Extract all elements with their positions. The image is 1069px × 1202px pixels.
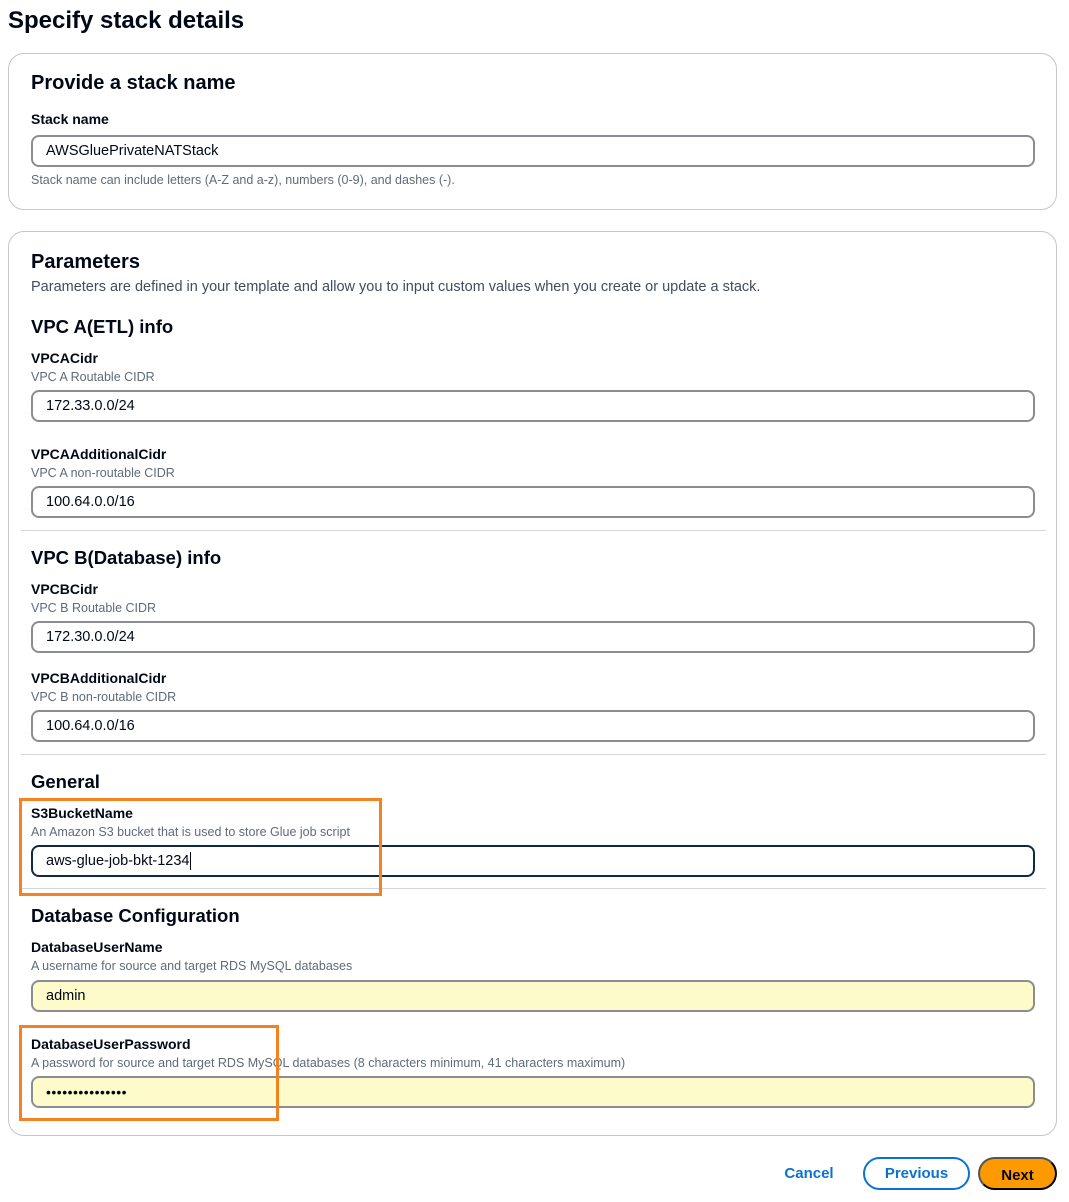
stack-name-panel-title: Provide a stack name <box>31 72 236 94</box>
db-username-label: DatabaseUserName <box>31 939 163 955</box>
s3-bucket-value: aws-glue-job-bkt-1234 <box>46 853 190 869</box>
vpca-additional-cidr-label: VPCAAdditionalCidr <box>31 446 167 462</box>
general-section-title: General <box>31 771 100 792</box>
vpca-additional-cidr-input[interactable]: 100.64.0.0/16 <box>31 486 1035 518</box>
section-divider <box>21 754 1046 755</box>
db-username-input[interactable]: admin <box>31 980 1035 1012</box>
vpca-cidr-hint: VPC A Routable CIDR <box>31 370 155 384</box>
s3-bucket-label: S3BucketName <box>31 805 133 821</box>
vpca-cidr-input[interactable]: 172.33.0.0/24 <box>31 390 1035 422</box>
stack-name-label: Stack name <box>31 111 109 127</box>
vpc-a-section-title: VPC A(ETL) info <box>31 316 174 337</box>
vpcb-additional-cidr-label: VPCBAdditionalCidr <box>31 670 167 686</box>
vpca-additional-cidr-hint: VPC A non-routable CIDR <box>31 466 175 480</box>
vpcb-cidr-input[interactable]: 172.30.0.0/24 <box>31 621 1035 653</box>
next-button[interactable]: Next <box>978 1157 1057 1190</box>
section-divider <box>21 530 1046 531</box>
vpcb-cidr-label: VPCBCidr <box>31 581 98 597</box>
vpca-cidr-label: VPCACidr <box>31 350 98 366</box>
stack-name-panel <box>8 53 1057 210</box>
vpcb-additional-cidr-input[interactable]: 100.64.0.0/16 <box>31 710 1035 742</box>
parameters-panel <box>8 231 1057 1136</box>
s3-bucket-hint: An Amazon S3 bucket that is used to store Glue job script <box>31 825 350 839</box>
previous-button[interactable]: Previous <box>863 1157 970 1190</box>
parameters-description: Parameters are defined in your template and allow you to input custom values when you create or update a stack. <box>31 279 761 295</box>
s3-bucket-highlight-box <box>19 798 382 896</box>
cancel-button[interactable]: Cancel <box>776 1161 842 1187</box>
db-password-hint: A password for source and target RDS MySQL databases (8 characters minimum, 41 characters maximum) <box>31 1056 626 1070</box>
page-title: Specify stack details <box>8 7 245 34</box>
database-section-title: Database Configuration <box>31 905 240 926</box>
db-password-input[interactable]: ••••••••••••••• <box>31 1076 1035 1108</box>
vpc-b-section-title: VPC B(Database) info <box>31 547 222 568</box>
vpcb-cidr-hint: VPC B Routable CIDR <box>31 601 157 615</box>
stack-name-hint: Stack name can include letters (A-Z and a-z), numbers (0-9), and dashes (-). <box>31 173 455 187</box>
vpcb-additional-cidr-hint: VPC B non-routable CIDR <box>31 690 177 704</box>
db-password-label: DatabaseUserPassword <box>31 1036 191 1052</box>
stack-name-input[interactable]: AWSGluePrivateNATStack <box>31 135 1035 167</box>
parameters-title: Parameters <box>31 251 140 273</box>
db-username-hint: A username for source and target RDS MySQL databases <box>31 959 353 973</box>
db-password-highlight-box <box>19 1025 279 1121</box>
